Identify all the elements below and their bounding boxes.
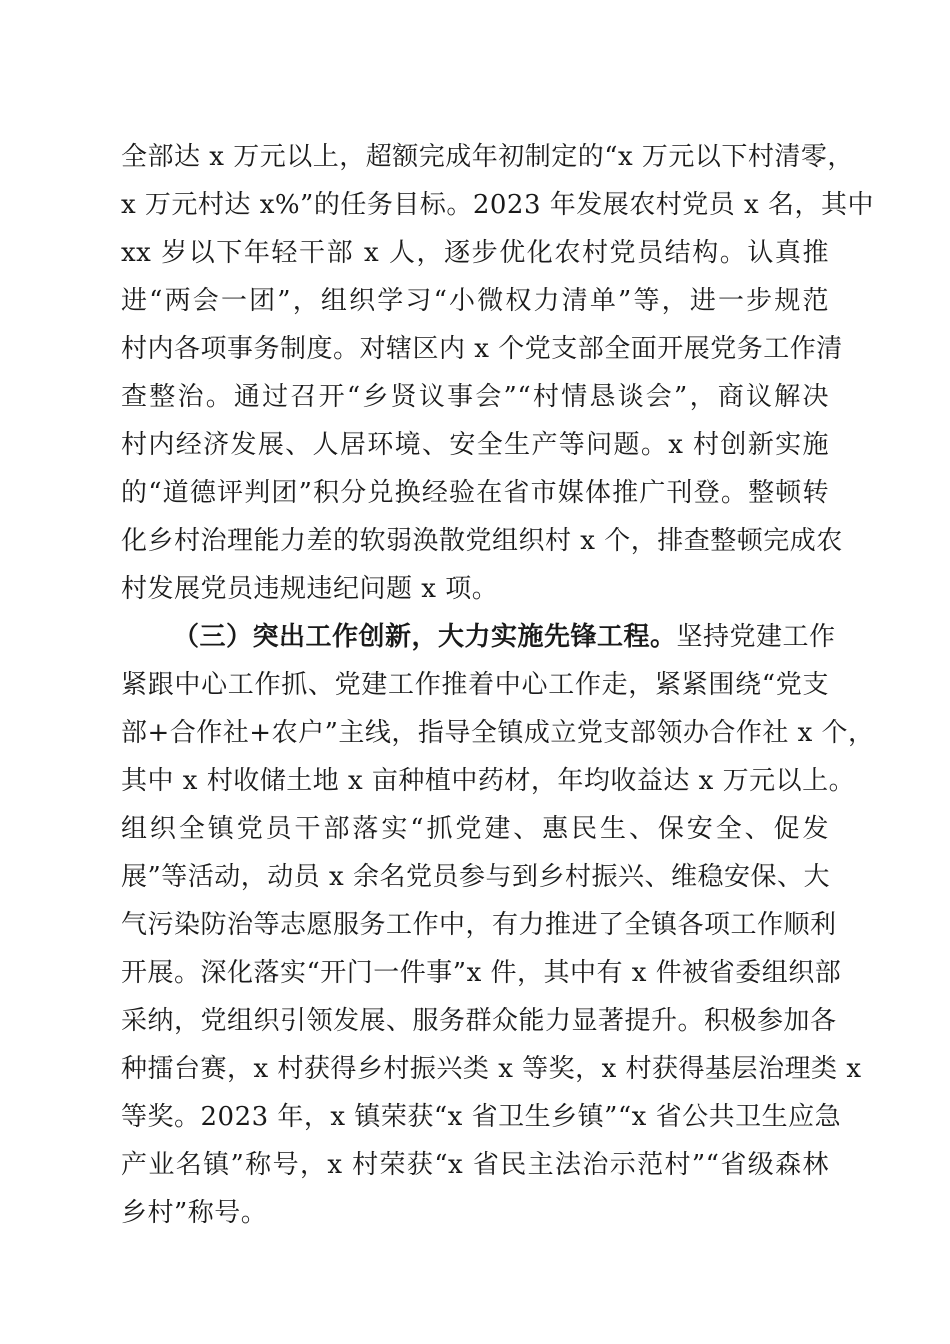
- text-line: 乡村”称号。: [121, 1198, 268, 1228]
- section-3-first-line: [173, 617, 836, 657]
- section-3-heading-rest: 坚持党建工作: [676, 622, 836, 652]
- text-line: 的“道德评判团”积分兑换经验在省市媒体推广刊登。整顿转: [121, 478, 829, 508]
- text-line: 村内各项事务制度。对辖区内 x 个党支部全面开展党务工作清: [121, 334, 843, 364]
- text-line: 化乡村治理能力差的软弱涣散党组织村 x 个，排查整顿完成农: [121, 526, 843, 556]
- text-line: 村内经济发展、人居环境、安全生产等问题。x 村创新实施: [121, 430, 829, 460]
- text-line: xx 岁以下年轻干部 x 人，逐步优化农村党员结构。认真推: [121, 238, 829, 268]
- text-line: 组织全镇党员干部落实“抓党建、惠民生、保安全、促发: [121, 814, 829, 844]
- text-line: 村发展党员违规违纪问题 x 项。: [121, 574, 499, 604]
- text-line: 其中 x 村收储土地 x 亩种植中药材，年均收益达 x 万元以上。: [121, 766, 856, 796]
- text-line: 种擂台赛，x 村获得乡村振兴类 x 等奖，x 村获得基层治理类 x: [121, 1054, 862, 1084]
- text-line: 紧跟中心工作抓、党建工作推着中心工作走，紧紧围绕“党支: [121, 670, 829, 700]
- text-line: x 万元村达 x%”的任务目标。2023 年发展农村党员 x 名，其中: [121, 190, 874, 220]
- text-line: 部+合作社+农户”主线，指导全镇成立党支部领办合作社 x 个，: [121, 718, 875, 748]
- text-line: 展”等活动，动员 x 余名党员参与到乡村振兴、维稳安保、大: [121, 862, 830, 892]
- section-3-heading: （三）突出工作创新，大力实施先锋工程。: [173, 622, 677, 652]
- text-line: 气污染防治等志愿服务工作中，有力推进了全镇各项工作顺利: [121, 910, 837, 940]
- text-line: 产业名镇”称号，x 村荣获“x 省民主法治示范村”“省级森林: [121, 1150, 829, 1180]
- text-line: 全部达 x 万元以上，超额完成年初制定的“x 万元以下村清零，: [121, 142, 854, 172]
- text-line: 开展。深化落实“开门一件事”x 件，其中有 x 件被省委组织部: [121, 958, 842, 988]
- text-line: 采纳，党组织引领发展、服务群众能力显著提升。积极参加各: [121, 1006, 837, 1036]
- text-line: 等奖。2023 年，x 镇荣获“x 省卫生乡镇”“x 省公共卫生应急: [121, 1102, 842, 1132]
- text-line: 进“两会一团”，组织学习“小微权力清单”等，进一步规范: [121, 286, 829, 316]
- text-line: 查整治。通过召开“乡贤议事会”“村情恳谈会”，商议解决: [121, 382, 829, 412]
